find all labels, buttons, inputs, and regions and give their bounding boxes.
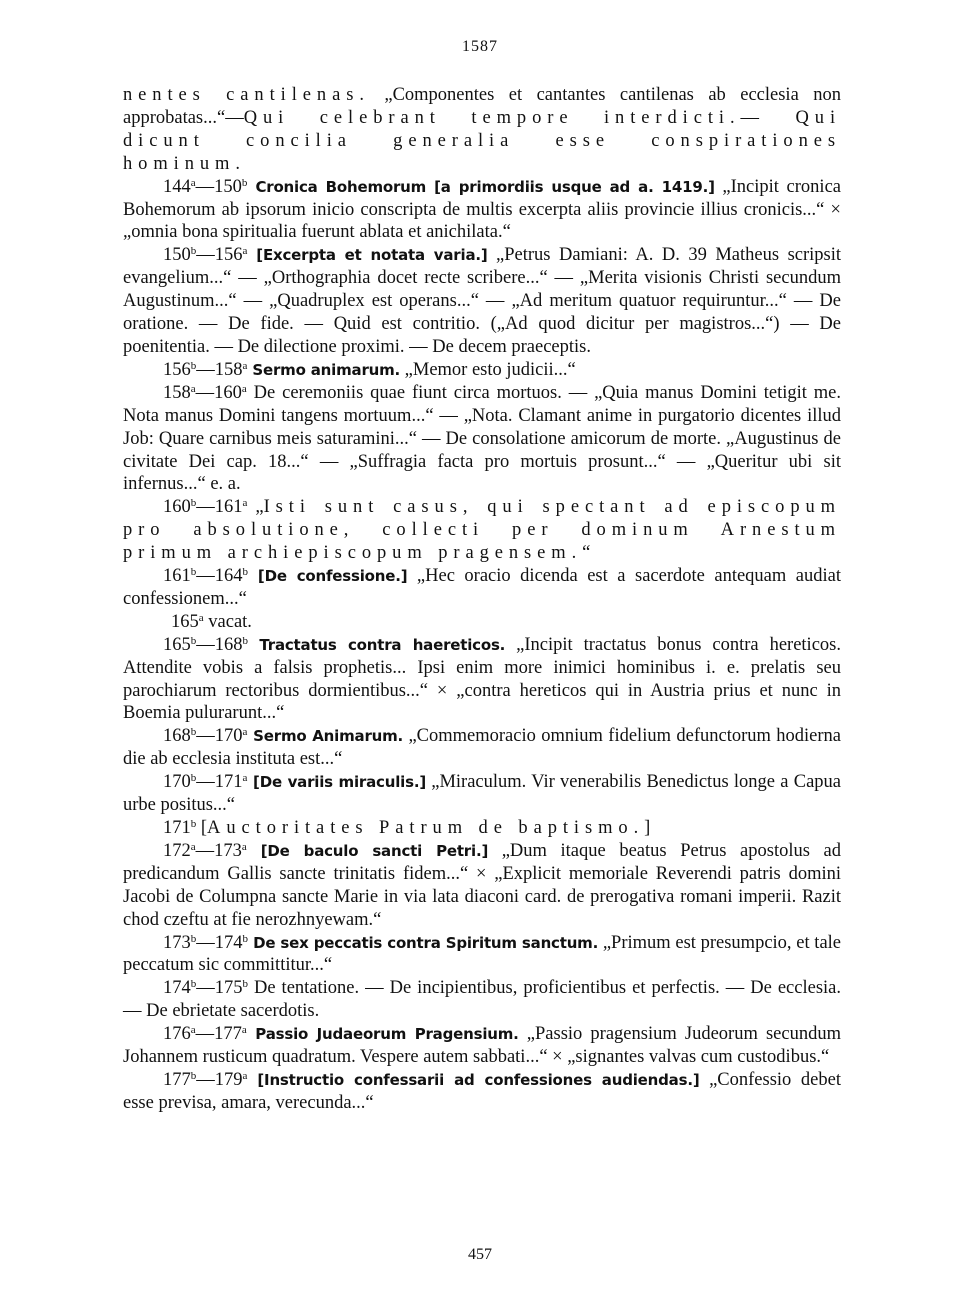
folio-start: 150 <box>163 245 191 266</box>
folio-end: —171 <box>196 772 243 793</box>
entry-6 <box>123 565 841 611</box>
entry-incipit-spaced: nentes cantilenas. <box>123 85 370 105</box>
folio-end-side: b <box>242 978 248 991</box>
folio-start-side: b <box>190 359 197 372</box>
entry-14 <box>123 977 841 1023</box>
entry-incipit-spaced: Isti sunt casus, qui spectant ad episcopum pro absolutione, collecti per dominum Arnestum primum archiepiscopum pragensem. <box>123 497 841 564</box>
entry-heading: Cronica Bohemorum [a primordiis usque ad a. 1419.] <box>247 177 715 196</box>
folio-end: —150 <box>195 176 242 197</box>
folio-end: —156 <box>196 245 243 266</box>
entry-heading: Sermo animarum. <box>247 360 401 379</box>
folio-start-side: b <box>190 978 197 991</box>
entry-text: „Miraculum. Vir venerabilis Benedictus longe a Capua urbe positus...“ <box>123 772 841 816</box>
entry-heading: [De baculo sancti Petri.] <box>246 841 489 860</box>
entry-text: [ <box>196 818 208 838</box>
entry-12 <box>123 840 841 932</box>
folio-end-side: a <box>242 359 248 372</box>
entry-15 <box>123 1023 841 1069</box>
catalog-text <box>123 84 841 1115</box>
entry-heading: [De confessione.] <box>248 567 408 586</box>
entry-text: De ceremoniis quae fiunt circa mortuos. — „Quia manus Domini tetigit me. Nota manus Domini tangens mortuum...“ — „Nota. Clamant anime in purgatorio dicentes illud Job: Quare carnibus meis saturamini...“ — De consolatione amicorum de morte. „Augustinus de civitate Dei cap. 18...“ — „Suffragia facta pro mortuis prosunt...“ — „Queritur ubi sit infernus...“ e. a. <box>123 382 841 495</box>
folio-start: 156 <box>163 359 191 380</box>
folio-end-side: a <box>241 1024 247 1037</box>
entry-16 <box>123 1069 841 1115</box>
page-number-bottom: 457 <box>468 1246 492 1263</box>
entry-text: „Incipit cronica Bohemorum ab ipsorum inicio conscripta de multis excerpta aliis provincie illius cronicis...“ × „omnia bona spiritualia fuerunt ablata et anichilata.“ <box>123 176 841 243</box>
entry-7 <box>123 611 841 634</box>
entry-incipit-spaced: Auctoritates Patrum de baptismo. <box>207 818 645 838</box>
folio-start: 174 <box>163 978 191 999</box>
entry-text: „Petrus Damiani: A. D. 39 Matheus scripsit evangelium...“ — „Orthographia docet recte scribere...“ — „Merita visionis Christi secundum Augustinum...“ — „Quadruplex est operans...“ — „Ad meritum quatuor requiruntur...“ — De oratione. — De fide. — Quid est contritio. („Ad quod dicitur per magistros...“) — De poenitentia. — De dilectione proximi. — De decem praeceptis. <box>123 245 842 357</box>
folio-start-side: b <box>190 932 197 945</box>
folio-start-side: a <box>190 1024 196 1037</box>
entry-heading: De sex peccatis contra Spiritum sanctum. <box>248 933 599 952</box>
folio-start-side: b <box>190 818 197 830</box>
folio-start: 176 <box>163 1024 191 1045</box>
entry-0 <box>123 84 841 176</box>
page-number-top: 1587 <box>462 38 498 55</box>
folio-start-side: b <box>190 726 197 739</box>
entry-13 <box>123 932 841 978</box>
folio-start: 158 <box>163 382 191 403</box>
folio-start: 168 <box>163 726 191 747</box>
entry-text: „Primum est presumpcio, et tale peccatum sic committitur...“ <box>123 932 842 976</box>
entry-text: „Componentes et cantantes cantilenas ab ecclesia non approbatas...“— <box>123 85 841 128</box>
entry-text: „Confessio debet esse previsa, amara, verecunda...“ <box>123 1069 841 1113</box>
folio-start-side: b <box>190 497 197 510</box>
folio-end-side: a <box>242 772 248 785</box>
folio-end-side: a <box>241 840 247 853</box>
folio-start-side: b <box>190 566 197 579</box>
entry-heading: Sermo Animarum. <box>247 727 404 746</box>
folio-start-side: a <box>198 611 204 624</box>
folio-end: —177 <box>195 1024 242 1045</box>
folio-start-side: b <box>190 772 197 785</box>
entry-2 <box>123 244 841 359</box>
folio-start: 170 <box>163 772 191 793</box>
folio-start: 165 <box>163 634 191 655</box>
folio-start: 172 <box>163 840 191 861</box>
entry-text: „Dum itaque beatus Petrus apostolus ad predicandum Gallis sancte trinitatis fidem...“ × „Explicit memoriale Reverendi patris domini Jacobi de Columpna sancte Marie in via lata diaconi card. de prerogativa romani imperii. Razit chod czeftu at fie nerozhnyewam.“ <box>123 840 841 930</box>
folio-end-side: b <box>242 634 248 647</box>
folio-start-side: a <box>190 382 196 395</box>
entry-text: „Memor esto judicii...“ <box>400 359 576 380</box>
entry-text: vacat. <box>203 611 252 632</box>
folio-end: —158 <box>196 359 243 380</box>
folio-start-side: b <box>190 245 197 258</box>
folio-end-side: b <box>241 176 248 189</box>
folio-start-side: a <box>190 176 196 189</box>
entry-heading: [Instructio confessarii ad confessiones audiendas.] <box>247 1070 700 1089</box>
folio-end: —175 <box>196 978 243 999</box>
folio-end: —161 <box>196 497 243 518</box>
entry-10 <box>123 771 841 817</box>
entry-heading: [De variis miraculis.] <box>247 773 426 792</box>
entry-9 <box>123 725 841 771</box>
entry-3 <box>123 359 841 382</box>
folio-end: —173 <box>195 840 242 861</box>
entry-incipit-spaced: Qui celebrant tempore interdicti.— Qui dicunt concilia generalia esse conspirationes hominum. <box>123 107 841 174</box>
entry-text: „Commemoracio omnium fidelium defunctorum hodierna die ab ecclesia instituta est...“ <box>123 726 841 770</box>
folio-start: 161 <box>163 566 191 587</box>
folio-end-side: a <box>241 382 247 395</box>
entry-1 <box>123 176 841 245</box>
folio-start-side: b <box>190 634 197 647</box>
entry-text-end: ] <box>644 818 651 838</box>
folio-end: —164 <box>196 566 243 587</box>
folio-start: 144 <box>163 176 191 197</box>
entry-text: „Passio pragensium Judeorum secundum Johannem rusticum quadratum. Vespere autem sabbati...“ × „signantes valvas cum custodibus.“ <box>123 1024 841 1068</box>
entry-8 <box>123 634 841 726</box>
entry-heading: [Excerpta et notata varia.] <box>247 246 488 265</box>
entry-text: „ <box>247 497 264 518</box>
folio-end: —174 <box>196 932 243 953</box>
folio-end-side: a <box>242 726 248 739</box>
entry-5 <box>123 496 841 565</box>
entry-11 <box>123 817 841 840</box>
folio-start-side: a <box>190 840 196 853</box>
folio-end-side: b <box>242 932 248 945</box>
folio-end-side: a <box>242 245 248 258</box>
folio-start: 160 <box>163 497 191 518</box>
entry-text: „Hec oracio dicenda est a sacerdote antequam audiat confessionem...“ <box>123 566 842 609</box>
folio-end: —160 <box>195 382 242 403</box>
folio-end: —168 <box>196 634 243 655</box>
folio-start-side: b <box>190 1069 197 1082</box>
folio-end-side: b <box>242 566 248 579</box>
folio-end-side: a <box>242 1069 248 1082</box>
folio-start: 177 <box>163 1069 191 1090</box>
entry-heading: Passio Judaeorum Pragensium. <box>246 1025 519 1044</box>
entry-text: „Incipit tractatus bonus contra hereticos. Attendite vobis a falsis prophetis... Ipsi enim more inimici hominibus i. e. prelatis seu parochiarum rectoribus dormientibus...“ × „contra hereticos qui in Austria prius et nunc in Boemia pulurarunt...“ <box>123 634 841 724</box>
entry-text: De tentatione. — De incipientibus, proficientibus et perfectis. — De ecclesia. — De ebrietate sacerdotis. <box>123 978 841 1022</box>
folio-end: —179 <box>196 1069 243 1090</box>
entry-heading: Tractatus contra haereticos. <box>248 635 506 654</box>
folio-start: 173 <box>163 932 191 953</box>
folio-start: 171 <box>163 818 191 838</box>
folio-end: —170 <box>196 726 243 747</box>
entry-text-end: “ <box>582 543 591 564</box>
folio-end-side: a <box>242 497 248 510</box>
entry-4 <box>123 382 841 497</box>
folio-start: 165 <box>171 611 199 632</box>
